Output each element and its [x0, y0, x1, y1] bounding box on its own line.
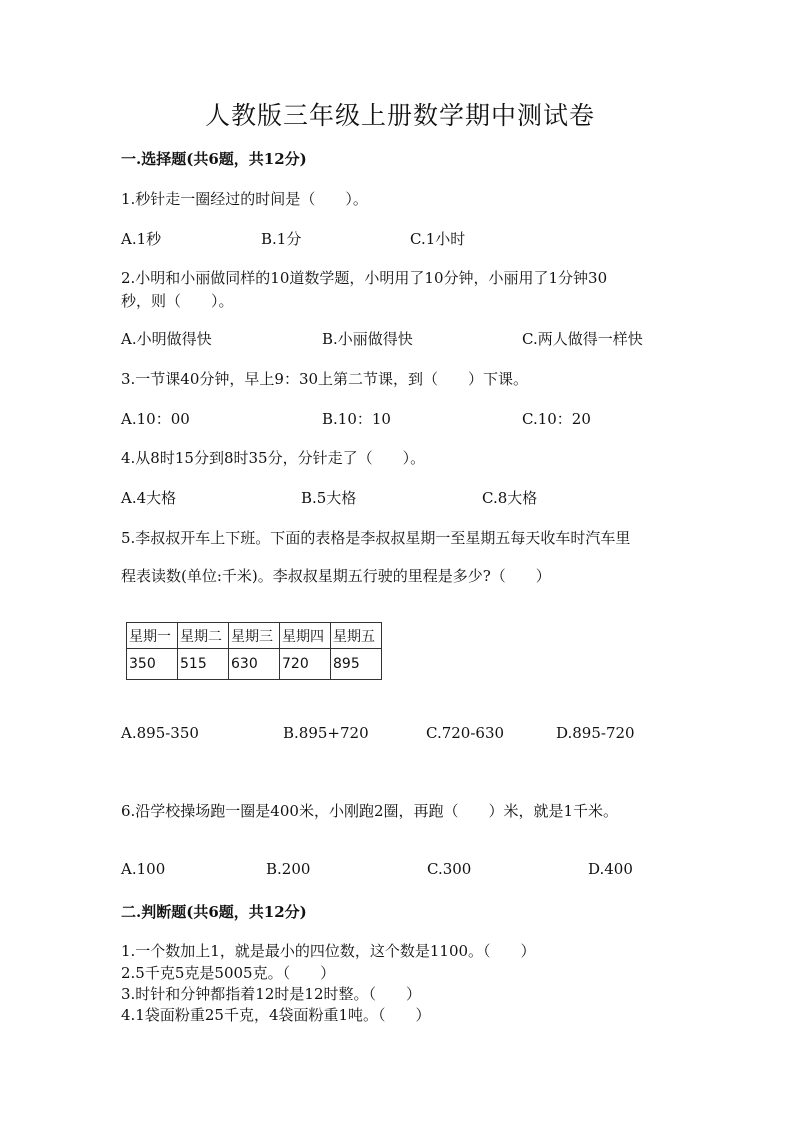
q1-option-b: B.1分 — [261, 230, 302, 248]
q5-option-a: A.895-350 — [121, 724, 199, 742]
table-cell: 630 — [229, 649, 280, 680]
table-cell: 350 — [127, 649, 178, 680]
page-title: 人教版三年级上册数学期中测试卷 — [204, 101, 595, 130]
q3-option-b: B.10：10 — [322, 410, 391, 428]
q4-option-b: B.5大格 — [301, 489, 357, 507]
table-header-cell: 星期五 — [331, 623, 382, 649]
q4-option-c: C.8大格 — [482, 489, 538, 507]
q6-option-d: D.400 — [588, 860, 633, 878]
q5-option-b: B.895+720 — [283, 724, 369, 742]
mileage-table — [126, 622, 382, 680]
section-heading-judgement: 二.判断题(共6题，共12分) — [121, 903, 307, 921]
q1-option-c: C.1小时 — [410, 230, 466, 248]
judgement-item-3: 3.时针和分钟都指着12时是12时整。（ ） — [121, 985, 421, 1003]
table-row — [127, 649, 382, 680]
question-2-line-2: 秒，则（ ）。 — [121, 292, 234, 310]
q2-option-a: A.小明做得快 — [121, 330, 212, 348]
question-1: 1.秒针走一圈经过的时间是（ ）。 — [121, 190, 368, 208]
q1-option-a: A.1秒 — [121, 230, 162, 248]
q4-option-a: A.4大格 — [121, 489, 177, 507]
q2-option-c: C.两人做得一样快 — [522, 330, 643, 348]
table-header-row — [127, 623, 382, 649]
q6-option-b: B.200 — [266, 860, 311, 878]
question-5-line-2: 程表读数(单位:千米)。李叔叔星期五行驶的里程是多少?（ ） — [121, 567, 551, 585]
q6-option-c: C.300 — [427, 860, 472, 878]
q6-option-a: A.100 — [121, 860, 166, 878]
q5-option-d: D.895-720 — [556, 724, 635, 742]
q3-option-a: A.10：00 — [121, 410, 190, 428]
table-header-cell: 星期三 — [229, 623, 280, 649]
table-header-cell: 星期一 — [127, 623, 178, 649]
judgement-item-2: 2.5千克5克是5005克。（ ） — [121, 964, 336, 982]
table-cell: 515 — [178, 649, 229, 680]
q2-option-b: B.小丽做得快 — [322, 330, 413, 348]
question-2-line-1: 2.小明和小丽做同样的10道数学题，小明用了10分钟，小丽用了1分钟30 — [121, 269, 608, 287]
table-header-cell: 星期四 — [280, 623, 331, 649]
judgement-item-1: 1.一个数加上1，就是最小的四位数，这个数是1100。（ ） — [121, 942, 536, 960]
q3-option-c: C.10：20 — [522, 410, 591, 428]
question-5-line-1: 5.李叔叔开车上下班。下面的表格是李叔叔星期一至星期五每天收车时汽车里 — [121, 529, 631, 547]
question-6: 6.沿学校操场跑一圈是400米，小刚跑2圈，再跑（ ）米，就是1千米。 — [121, 802, 619, 820]
question-4: 4.从8时15分到8时35分，分针走了（ ）。 — [121, 449, 426, 467]
table-cell: 720 — [280, 649, 331, 680]
question-3: 3.一节课40分钟，早上9：30上第二节课，到（ ）下课。 — [121, 370, 529, 388]
table-cell: 895 — [331, 649, 382, 680]
table-header-cell: 星期二 — [178, 623, 229, 649]
q5-option-c: C.720-630 — [426, 724, 505, 742]
judgement-item-4: 4.1袋面粉重25千克，4袋面粉重1吨。（ ） — [121, 1006, 431, 1024]
section-heading-choice: 一.选择题(共6题，共12分) — [121, 150, 307, 168]
